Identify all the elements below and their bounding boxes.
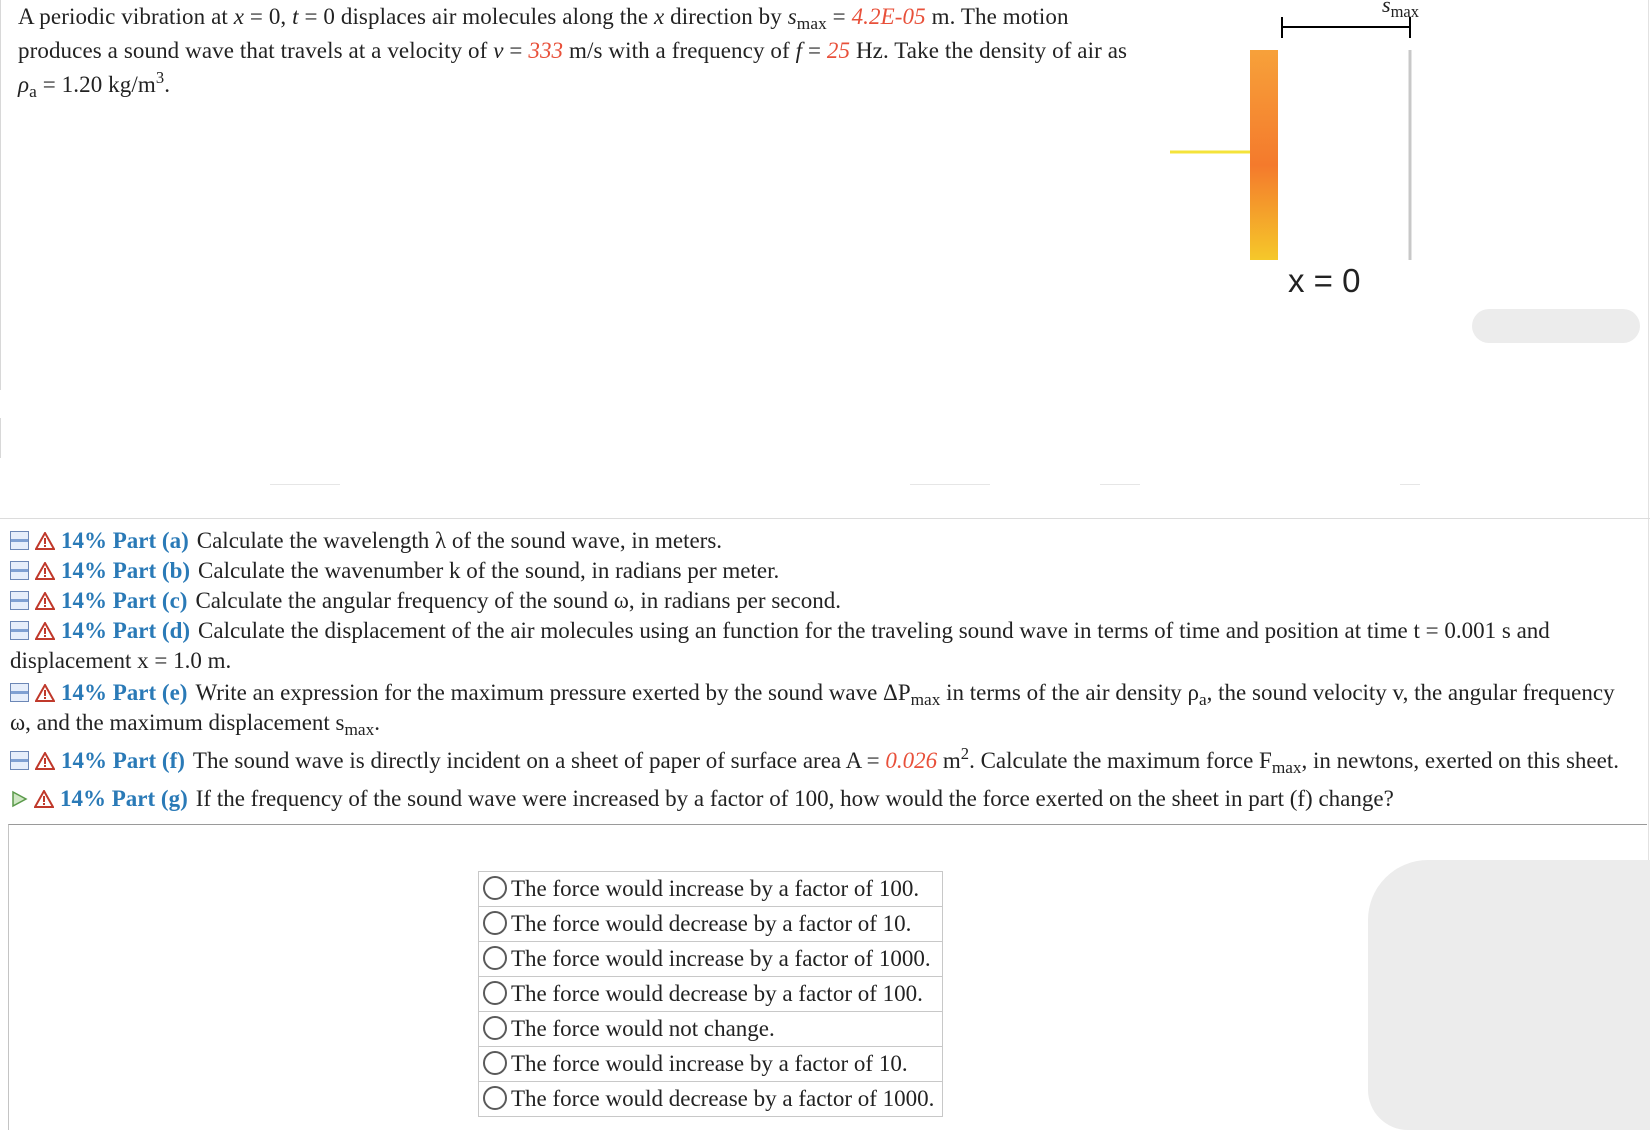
part-text: Calculate the angular frequency of the sound ω, in radians per second. bbox=[195, 588, 841, 613]
warning-icon bbox=[35, 622, 55, 640]
area-value: 0.026 bbox=[885, 748, 938, 773]
part-label: Part (e) bbox=[112, 680, 188, 705]
part-label: Part (d) bbox=[112, 618, 191, 643]
option-row[interactable] bbox=[479, 942, 943, 977]
option-label[interactable]: The force would increase by a factor of 100. bbox=[511, 876, 920, 901]
var-x-direction: x bbox=[654, 4, 665, 29]
redacted-area bbox=[1368, 860, 1650, 1130]
part-text: . bbox=[374, 710, 380, 735]
part-text: . Calculate the maximum force F bbox=[969, 748, 1272, 773]
part-text: m bbox=[937, 748, 961, 773]
warning-icon bbox=[35, 684, 55, 702]
collapse-icon[interactable] bbox=[10, 683, 29, 702]
problem-text: m/s with a frequency of bbox=[563, 38, 796, 63]
faint-divider bbox=[1100, 484, 1140, 485]
radio-button[interactable] bbox=[483, 946, 507, 970]
collapse-icon[interactable] bbox=[10, 561, 29, 580]
option-row[interactable] bbox=[479, 977, 943, 1012]
faint-divider bbox=[270, 484, 340, 485]
part-c[interactable] bbox=[10, 586, 1640, 616]
part-text: , the sound velocity v, the angular frequency ω, and the maximum displacement s bbox=[10, 680, 1615, 735]
collapse-icon[interactable] bbox=[10, 591, 29, 610]
part-text: Calculate the wavenumber k of the sound, in radians per meter. bbox=[198, 558, 780, 583]
subscript-max: max bbox=[796, 14, 827, 34]
part-text: in terms of the air density ρ bbox=[940, 680, 1199, 705]
section-separator bbox=[0, 518, 1650, 519]
smax-label: $s_{max}$ bbox=[1382, 0, 1419, 21]
problem-text: = 0, bbox=[244, 4, 293, 29]
radio-button[interactable] bbox=[483, 911, 507, 935]
part-text: If the frequency of the sound wave were increased by a factor of 100, how would the force exerted on the sheet in part (f) change? bbox=[195, 786, 1394, 811]
problem-text: direction by bbox=[664, 4, 788, 29]
part-label: Part (a) bbox=[112, 528, 189, 553]
vibrating-plate bbox=[1250, 50, 1278, 260]
part-d[interactable] bbox=[10, 616, 1640, 676]
part-percent: 14% bbox=[61, 558, 107, 583]
part-percent: 14% bbox=[61, 748, 107, 773]
subscript: max bbox=[910, 690, 941, 710]
answer-options bbox=[478, 871, 943, 1117]
part-percent: 14% bbox=[61, 588, 107, 613]
radio-button[interactable] bbox=[483, 876, 507, 900]
x0-label: x = 0 bbox=[1288, 262, 1361, 299]
warning-icon bbox=[34, 790, 54, 808]
option-label[interactable]: The force would decrease by a factor of 1000. bbox=[511, 1086, 935, 1111]
option-label[interactable]: The force would not change. bbox=[511, 1016, 775, 1041]
option-row[interactable] bbox=[479, 1012, 943, 1047]
parts-list bbox=[10, 526, 1640, 814]
warning-icon bbox=[35, 592, 55, 610]
superscript-3: 3 bbox=[155, 67, 165, 87]
warning-icon bbox=[35, 562, 55, 580]
equals: = bbox=[826, 4, 852, 29]
problem-text: A periodic vibration at bbox=[18, 4, 234, 29]
collapse-icon[interactable] bbox=[10, 531, 29, 550]
velocity-value: 333 bbox=[528, 38, 564, 63]
part-label: Part (b) bbox=[112, 558, 191, 583]
problem-text: Hz. Take the density of air as bbox=[850, 38, 1128, 63]
option-label[interactable]: The force would increase by a factor of 1000. bbox=[511, 946, 931, 971]
var-rho: ρ bbox=[18, 72, 30, 97]
option-label[interactable]: The force would increase by a factor of 10. bbox=[511, 1051, 908, 1076]
radio-button[interactable] bbox=[483, 1051, 507, 1075]
part-f[interactable] bbox=[10, 743, 1640, 778]
problem-text: = 1.20 kg/m bbox=[36, 72, 156, 97]
problem-text: = 0 displaces air molecules along the bbox=[298, 4, 655, 29]
problem-statement: A periodic vibration at x = 0, t = 0 displaces air molecules along the x direction by $s_{max} = 4.2E-05$ m. The motion produces a sound wave that travels at a velocity of v = 333 m/s with a frequency of f = 25 Hz. Take the density of air as $\rho_a = 1.20$ $kg/m^3$. bbox=[18, 4, 1128, 102]
subscript: max bbox=[344, 720, 375, 740]
part-text: Write an expression for the maximum pressure exerted by the sound wave ΔP bbox=[195, 680, 911, 705]
left-border bbox=[0, 0, 1, 390]
part-e[interactable] bbox=[10, 678, 1640, 738]
option-row[interactable] bbox=[479, 907, 943, 942]
part-label: Part (g) bbox=[111, 786, 188, 811]
part-text: , in newtons, exerted on this sheet. bbox=[1301, 748, 1619, 773]
var-v: v bbox=[493, 38, 504, 63]
part-text: Calculate the displacement of the air molecules using an function for the traveling sound wave in terms of time and position at time t = 0.001 s and displacement x = 1.0 m. bbox=[10, 618, 1550, 673]
var-f: f bbox=[795, 38, 803, 63]
option-row[interactable] bbox=[479, 1082, 943, 1117]
warning-icon bbox=[35, 752, 55, 770]
superscript: 2 bbox=[960, 743, 970, 763]
part-percent: 14% bbox=[61, 528, 107, 553]
faint-divider bbox=[1400, 484, 1420, 485]
driver-rod-ext bbox=[1170, 150, 1202, 156]
faint-divider bbox=[910, 484, 990, 485]
subscript: max bbox=[1271, 758, 1302, 778]
part-label: Part (c) bbox=[112, 588, 188, 613]
warning-icon bbox=[35, 532, 55, 550]
var-s: s bbox=[787, 4, 797, 29]
part-g[interactable] bbox=[10, 784, 1640, 814]
frequency-value: 25 bbox=[826, 38, 851, 63]
option-label[interactable]: The force would decrease by a factor of 10. bbox=[511, 911, 912, 936]
part-percent: 14% bbox=[61, 680, 107, 705]
part-percent: 14% bbox=[61, 618, 107, 643]
subscript: a bbox=[1199, 690, 1207, 710]
radio-button[interactable] bbox=[483, 981, 507, 1005]
part-b[interactable] bbox=[10, 556, 1640, 586]
var-x: x bbox=[233, 4, 245, 29]
option-row[interactable] bbox=[479, 1047, 943, 1082]
period: . bbox=[164, 72, 171, 97]
part-text: The sound wave is directly incident on a sheet of paper of surface area A = bbox=[192, 748, 886, 773]
part-percent: 14% bbox=[60, 786, 106, 811]
part-text: Calculate the wavelength λ of the sound wave, in meters. bbox=[196, 528, 723, 553]
expand-arrow-icon[interactable] bbox=[10, 790, 28, 808]
left-border-lower bbox=[0, 418, 1, 458]
part-a[interactable] bbox=[10, 526, 1640, 556]
collapse-icon[interactable] bbox=[10, 621, 29, 640]
problem-text: m. The motion produces a sound wave that travels at a velocity of bbox=[18, 4, 1069, 63]
radio-button[interactable] bbox=[483, 1016, 507, 1040]
smax-value: 4.2E-05 bbox=[851, 4, 926, 29]
radio-button[interactable] bbox=[483, 1086, 507, 1110]
collapse-icon[interactable] bbox=[10, 751, 29, 770]
redacted-area bbox=[1472, 309, 1640, 343]
subscript-a: a bbox=[29, 82, 37, 102]
option-row[interactable] bbox=[479, 872, 943, 907]
option-label[interactable]: The force would decrease by a factor of 100. bbox=[511, 981, 923, 1006]
part-label: Part (f) bbox=[112, 748, 185, 773]
var-t: t bbox=[292, 4, 299, 29]
